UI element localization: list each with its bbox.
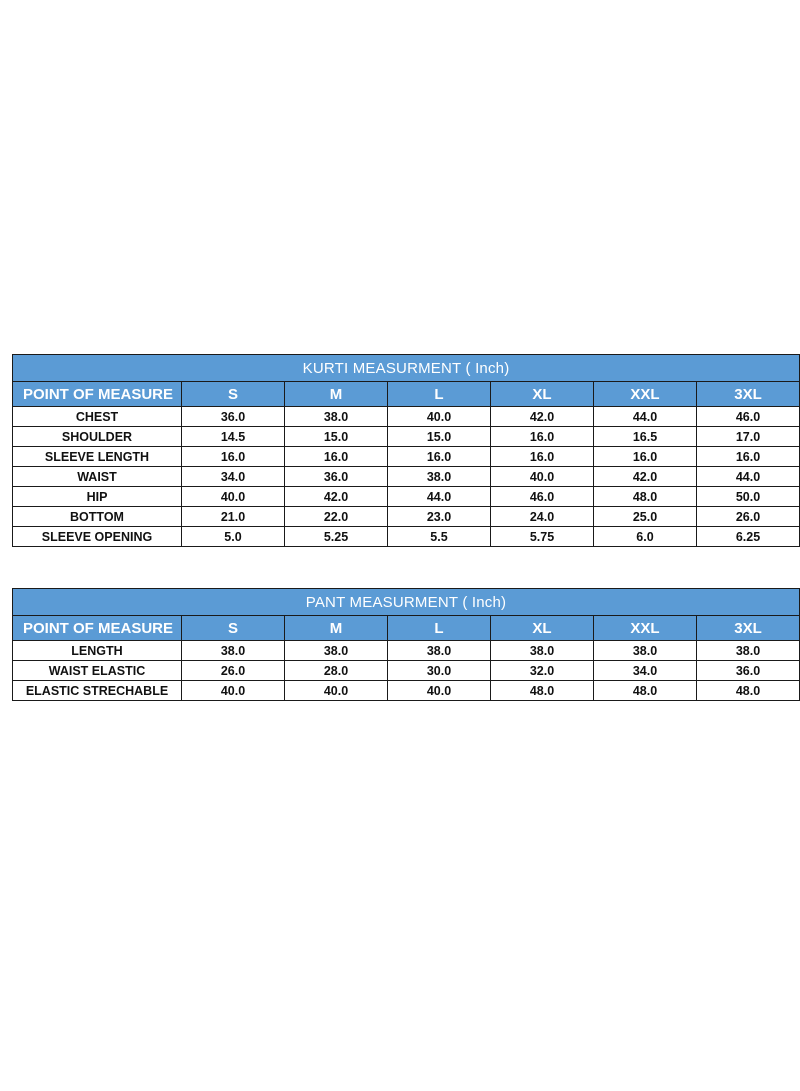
kurti-header-size-3xl: 3XL <box>697 382 800 407</box>
table-cell: 6.25 <box>697 527 800 547</box>
table-cell: 40.0 <box>182 487 285 507</box>
table-row <box>13 681 800 701</box>
table-cell: 34.0 <box>182 467 285 487</box>
table-cell: 16.0 <box>594 447 697 467</box>
pant-title-row <box>13 589 800 616</box>
table-cell: 38.0 <box>388 467 491 487</box>
table-cell: 30.0 <box>388 661 491 681</box>
table-cell: 42.0 <box>491 407 594 427</box>
kurti-header-size-s: S <box>182 382 285 407</box>
kurti-header-size-l: L <box>388 382 491 407</box>
pant-header-size-m: M <box>285 616 388 641</box>
table-cell: 22.0 <box>285 507 388 527</box>
table-cell: 40.0 <box>285 681 388 701</box>
table-cell: 16.0 <box>491 447 594 467</box>
table-cell: 40.0 <box>491 467 594 487</box>
table-cell: 25.0 <box>594 507 697 527</box>
table-cell: 16.0 <box>697 447 800 467</box>
table-cell: 15.0 <box>388 427 491 447</box>
kurti-title-row <box>13 355 800 382</box>
table-cell: 46.0 <box>697 407 800 427</box>
kurti-header-size-xl: XL <box>491 382 594 407</box>
measure-label: WAIST <box>13 467 182 487</box>
table-cell: 38.0 <box>491 641 594 661</box>
kurti-header-size-xxl: XXL <box>594 382 697 407</box>
table-cell: 38.0 <box>594 641 697 661</box>
pant-header-row <box>13 616 800 641</box>
table-row <box>13 407 800 427</box>
pant-header-point-of-measure: POINT OF MEASURE <box>13 616 182 641</box>
table-cell: 42.0 <box>594 467 697 487</box>
table-cell: 50.0 <box>697 487 800 507</box>
table-cell: 16.0 <box>388 447 491 467</box>
measure-label: CHEST <box>13 407 182 427</box>
table-cell: 17.0 <box>697 427 800 447</box>
table-cell: 42.0 <box>285 487 388 507</box>
table-cell: 44.0 <box>697 467 800 487</box>
table-cell: 24.0 <box>491 507 594 527</box>
pant-measurement-table <box>12 588 800 701</box>
kurti-table-title: KURTI MEASURMENT ( Inch) <box>13 355 800 382</box>
table-cell: 5.0 <box>182 527 285 547</box>
table-cell: 44.0 <box>594 407 697 427</box>
kurti-header-row <box>13 382 800 407</box>
table-row <box>13 661 800 681</box>
table-cell: 40.0 <box>388 407 491 427</box>
table-cell: 48.0 <box>594 681 697 701</box>
table-cell: 26.0 <box>182 661 285 681</box>
kurti-measurement-table <box>12 354 800 547</box>
table-cell: 23.0 <box>388 507 491 527</box>
measure-label: HIP <box>13 487 182 507</box>
table-cell: 26.0 <box>697 507 800 527</box>
table-cell: 16.0 <box>182 447 285 467</box>
pant-table-title: PANT MEASURMENT ( Inch) <box>13 589 800 616</box>
table-cell: 40.0 <box>388 681 491 701</box>
table-cell: 38.0 <box>182 641 285 661</box>
table-cell: 16.0 <box>491 427 594 447</box>
table-cell: 28.0 <box>285 661 388 681</box>
pant-header-size-3xl: 3XL <box>697 616 800 641</box>
table-row <box>13 527 800 547</box>
table-row <box>13 507 800 527</box>
table-cell: 48.0 <box>491 681 594 701</box>
table-cell: 48.0 <box>594 487 697 507</box>
measure-label: SLEEVE LENGTH <box>13 447 182 467</box>
table-cell: 40.0 <box>182 681 285 701</box>
table-row <box>13 487 800 507</box>
table-cell: 44.0 <box>388 487 491 507</box>
table-row <box>13 427 800 447</box>
pant-header-size-xl: XL <box>491 616 594 641</box>
table-cell: 16.0 <box>285 447 388 467</box>
pant-header-size-xxl: XXL <box>594 616 697 641</box>
table-cell: 5.25 <box>285 527 388 547</box>
kurti-header-size-m: M <box>285 382 388 407</box>
table-cell: 6.0 <box>594 527 697 547</box>
kurti-header-point-of-measure: POINT OF MEASURE <box>13 382 182 407</box>
table-cell: 21.0 <box>182 507 285 527</box>
measure-label: WAIST ELASTIC <box>13 661 182 681</box>
table-cell: 32.0 <box>491 661 594 681</box>
table-row <box>13 467 800 487</box>
table-cell: 14.5 <box>182 427 285 447</box>
table-row <box>13 641 800 661</box>
measure-label: SHOULDER <box>13 427 182 447</box>
measure-label: LENGTH <box>13 641 182 661</box>
table-cell: 36.0 <box>182 407 285 427</box>
measure-label: SLEEVE OPENING <box>13 527 182 547</box>
table-cell: 48.0 <box>697 681 800 701</box>
pant-header-size-l: L <box>388 616 491 641</box>
pant-header-size-s: S <box>182 616 285 641</box>
measure-label: ELASTIC STRECHABLE <box>13 681 182 701</box>
table-row <box>13 447 800 467</box>
table-cell: 38.0 <box>285 407 388 427</box>
measure-label: BOTTOM <box>13 507 182 527</box>
table-cell: 5.5 <box>388 527 491 547</box>
table-cell: 36.0 <box>697 661 800 681</box>
table-cell: 5.75 <box>491 527 594 547</box>
table-cell: 36.0 <box>285 467 388 487</box>
table-cell: 34.0 <box>594 661 697 681</box>
table-cell: 15.0 <box>285 427 388 447</box>
table-cell: 38.0 <box>697 641 800 661</box>
table-cell: 38.0 <box>285 641 388 661</box>
table-cell: 16.5 <box>594 427 697 447</box>
table-cell: 46.0 <box>491 487 594 507</box>
table-cell: 38.0 <box>388 641 491 661</box>
